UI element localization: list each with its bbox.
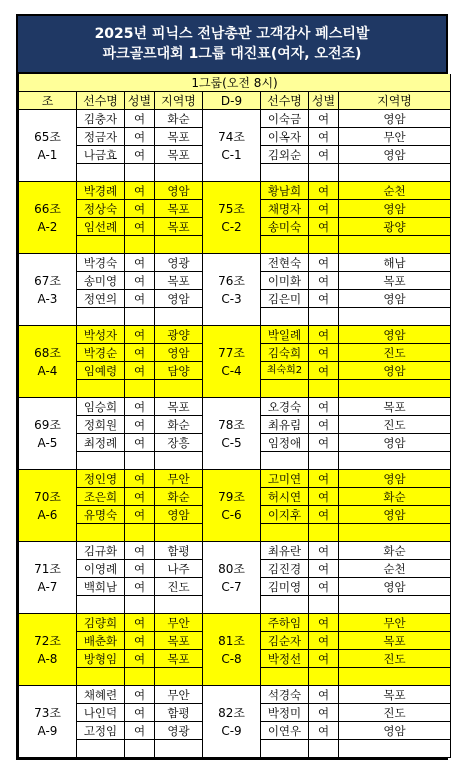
team-number: 76조 — [218, 273, 245, 288]
player-gender: 여 — [309, 416, 339, 434]
team-code: C-1 — [221, 147, 242, 162]
empty-cell — [309, 380, 339, 398]
empty-cell — [309, 740, 339, 758]
player-region: 목포 — [339, 272, 451, 290]
player-gender: 여 — [125, 578, 155, 596]
empty-cell — [125, 668, 155, 686]
player-row — [19, 542, 451, 560]
col-gender: 성별 — [125, 92, 155, 110]
player-region: 순천 — [339, 560, 451, 578]
empty-cell — [77, 596, 125, 614]
player-name: 고미연 — [261, 470, 309, 488]
team-cell — [203, 254, 261, 326]
empty-cell — [125, 308, 155, 326]
empty-cell — [261, 524, 309, 542]
col-gender-right: 성별 — [309, 92, 339, 110]
player-name: 송미영 — [77, 272, 125, 290]
team-number: 70조 — [34, 489, 61, 504]
player-name: 박성자 — [77, 326, 125, 344]
player-gender: 여 — [125, 470, 155, 488]
player-region: 무안 — [155, 470, 203, 488]
player-gender: 여 — [309, 362, 339, 380]
player-name: 임예령 — [77, 362, 125, 380]
player-gender: 여 — [309, 632, 339, 650]
team-cell — [19, 542, 77, 614]
player-region: 화순 — [155, 488, 203, 506]
empty-cell — [77, 164, 125, 182]
team-number: 68조 — [34, 345, 61, 360]
player-region: 목포 — [339, 686, 451, 704]
player-gender: 여 — [309, 722, 339, 740]
empty-cell — [261, 668, 309, 686]
empty-cell — [125, 164, 155, 182]
player-region: 목포 — [155, 398, 203, 416]
player-name: 임정애 — [261, 434, 309, 452]
player-region: 화순 — [155, 416, 203, 434]
player-name: 김은미 — [261, 290, 309, 308]
player-gender: 여 — [309, 578, 339, 596]
player-region: 영암 — [339, 200, 451, 218]
team-number: 74조 — [218, 129, 245, 144]
team-code: C-5 — [221, 435, 242, 450]
team-code: A-2 — [37, 219, 58, 234]
team-cell — [203, 614, 261, 686]
player-region: 무안 — [155, 686, 203, 704]
empty-cell — [261, 740, 309, 758]
empty-cell — [339, 164, 451, 182]
player-name: 최유림 — [261, 416, 309, 434]
player-name: 나인덕 — [77, 704, 125, 722]
team-number: 69조 — [34, 417, 61, 432]
empty-cell — [77, 452, 125, 470]
player-region: 영광 — [155, 722, 203, 740]
team-cell — [19, 686, 77, 758]
team-number: 75조 — [218, 201, 245, 216]
player-name: 백희남 — [77, 578, 125, 596]
player-name: 정연의 — [77, 290, 125, 308]
col-jo: 조 — [19, 92, 77, 110]
player-name: 나금효 — [77, 146, 125, 164]
player-row — [19, 110, 451, 128]
player-gender: 여 — [309, 470, 339, 488]
empty-cell — [339, 596, 451, 614]
team-cell — [19, 182, 77, 254]
team-cell — [203, 686, 261, 758]
team-code: A-4 — [37, 363, 58, 378]
player-region: 무안 — [339, 614, 451, 632]
team-cell — [19, 470, 77, 542]
team-cell — [203, 326, 261, 398]
player-region: 진도 — [155, 578, 203, 596]
empty-cell — [155, 164, 203, 182]
player-gender: 여 — [125, 416, 155, 434]
player-name: 김숙희 — [261, 344, 309, 362]
empty-cell — [339, 380, 451, 398]
empty-cell — [261, 308, 309, 326]
player-gender: 여 — [125, 200, 155, 218]
player-gender: 여 — [309, 128, 339, 146]
team-code: A-9 — [37, 723, 58, 738]
player-gender: 여 — [125, 272, 155, 290]
player-region: 영암 — [339, 722, 451, 740]
player-gender: 여 — [309, 200, 339, 218]
player-name: 최숙희2 — [261, 362, 309, 380]
player-row — [19, 686, 451, 704]
player-name: 김량희 — [77, 614, 125, 632]
player-name: 정인영 — [77, 470, 125, 488]
player-gender: 여 — [309, 218, 339, 236]
team-number: 77조 — [218, 345, 245, 360]
player-region: 함평 — [155, 704, 203, 722]
team-code: A-7 — [37, 579, 58, 594]
team-number: 67조 — [34, 273, 61, 288]
empty-cell — [155, 524, 203, 542]
player-gender: 여 — [309, 272, 339, 290]
player-name: 김진경 — [261, 560, 309, 578]
empty-cell — [309, 524, 339, 542]
player-region: 담양 — [155, 362, 203, 380]
player-region: 목포 — [155, 650, 203, 668]
player-gender: 여 — [125, 182, 155, 200]
player-name: 조은희 — [77, 488, 125, 506]
player-name: 박일례 — [261, 326, 309, 344]
player-name: 이옥자 — [261, 128, 309, 146]
player-name: 고정임 — [77, 722, 125, 740]
player-region: 진도 — [339, 650, 451, 668]
player-region: 무안 — [155, 614, 203, 632]
player-region: 광양 — [339, 218, 451, 236]
player-name: 최유란 — [261, 542, 309, 560]
title-line-2: 파크골프대회 1그룹 대진표(여자, 오전조) — [102, 46, 362, 62]
player-name: 김순자 — [261, 632, 309, 650]
player-region: 장흥 — [155, 434, 203, 452]
empty-cell — [125, 524, 155, 542]
player-gender: 여 — [309, 254, 339, 272]
player-gender: 여 — [125, 704, 155, 722]
player-region: 목포 — [155, 128, 203, 146]
empty-cell — [309, 452, 339, 470]
player-name: 임승희 — [77, 398, 125, 416]
empty-cell — [339, 524, 451, 542]
player-region: 영암 — [155, 182, 203, 200]
player-gender: 여 — [125, 632, 155, 650]
player-row — [19, 614, 451, 632]
player-gender: 여 — [125, 722, 155, 740]
player-name: 이영례 — [77, 560, 125, 578]
player-gender: 여 — [125, 326, 155, 344]
empty-cell — [261, 452, 309, 470]
player-region: 목포 — [155, 146, 203, 164]
player-region: 순천 — [339, 182, 451, 200]
empty-cell — [125, 452, 155, 470]
player-region: 해남 — [339, 254, 451, 272]
empty-cell — [309, 596, 339, 614]
player-region: 진도 — [339, 344, 451, 362]
empty-cell — [125, 236, 155, 254]
player-region: 목포 — [339, 632, 451, 650]
empty-cell — [155, 740, 203, 758]
player-gender: 여 — [309, 542, 339, 560]
empty-cell — [155, 380, 203, 398]
player-name: 채명자 — [261, 200, 309, 218]
empty-cell — [155, 668, 203, 686]
team-code: A-5 — [37, 435, 58, 450]
team-cell — [203, 542, 261, 614]
player-name: 정상숙 — [77, 200, 125, 218]
empty-cell — [77, 740, 125, 758]
player-region: 목포 — [339, 398, 451, 416]
team-cell — [19, 614, 77, 686]
bracket-sheet — [16, 14, 448, 760]
player-gender: 여 — [125, 254, 155, 272]
group-title: 1그룹(오전 8시) — [19, 74, 451, 92]
column-header-row — [19, 92, 451, 110]
team-cell — [203, 110, 261, 182]
empty-cell — [339, 740, 451, 758]
empty-cell — [77, 380, 125, 398]
team-code: C-8 — [221, 651, 242, 666]
player-region: 목포 — [155, 632, 203, 650]
player-region: 영광 — [155, 254, 203, 272]
player-gender: 여 — [309, 398, 339, 416]
empty-cell — [309, 236, 339, 254]
empty-cell — [77, 308, 125, 326]
title-banner — [18, 16, 446, 74]
empty-cell — [155, 236, 203, 254]
player-name: 석경숙 — [261, 686, 309, 704]
player-name: 정금자 — [77, 128, 125, 146]
empty-cell — [125, 596, 155, 614]
team-code: C-3 — [221, 291, 242, 306]
player-row — [19, 254, 451, 272]
empty-cell — [77, 236, 125, 254]
player-region: 영암 — [339, 362, 451, 380]
team-cell — [203, 398, 261, 470]
player-gender: 여 — [125, 686, 155, 704]
player-name: 방형임 — [77, 650, 125, 668]
player-gender: 여 — [125, 614, 155, 632]
empty-cell — [339, 452, 451, 470]
player-region: 영암 — [339, 434, 451, 452]
player-name: 이숙금 — [261, 110, 309, 128]
player-name: 허시연 — [261, 488, 309, 506]
player-gender: 여 — [125, 128, 155, 146]
player-region: 화순 — [339, 542, 451, 560]
empty-cell — [261, 164, 309, 182]
player-name: 임선례 — [77, 218, 125, 236]
player-name: 전현숙 — [261, 254, 309, 272]
empty-cell — [155, 596, 203, 614]
empty-cell — [125, 740, 155, 758]
player-gender: 여 — [125, 560, 155, 578]
team-cell — [203, 470, 261, 542]
col-right-head: D-9 — [203, 92, 261, 110]
player-region: 영암 — [155, 290, 203, 308]
empty-cell — [155, 452, 203, 470]
team-code: C-7 — [221, 579, 242, 594]
team-number: 81조 — [218, 633, 245, 648]
player-row — [19, 326, 451, 344]
col-name: 선수명 — [77, 92, 125, 110]
player-gender: 여 — [125, 506, 155, 524]
player-region: 나주 — [155, 560, 203, 578]
team-cell — [203, 182, 261, 254]
empty-cell — [309, 308, 339, 326]
player-gender: 여 — [125, 542, 155, 560]
empty-cell — [261, 596, 309, 614]
player-row — [19, 470, 451, 488]
player-name: 김규화 — [77, 542, 125, 560]
player-gender: 여 — [309, 614, 339, 632]
team-number: 80조 — [218, 561, 245, 576]
col-region-right: 지역명 — [339, 92, 451, 110]
team-number: 72조 — [34, 633, 61, 648]
player-gender: 여 — [125, 362, 155, 380]
player-region: 영암 — [339, 506, 451, 524]
player-region: 영암 — [339, 326, 451, 344]
player-gender: 여 — [125, 110, 155, 128]
player-name: 이미화 — [261, 272, 309, 290]
team-number: 79조 — [218, 489, 245, 504]
player-gender: 여 — [125, 218, 155, 236]
player-name: 박정선 — [261, 650, 309, 668]
team-number: 73조 — [34, 705, 61, 720]
player-name: 정희원 — [77, 416, 125, 434]
empty-cell — [339, 668, 451, 686]
empty-cell — [155, 308, 203, 326]
player-gender: 여 — [125, 398, 155, 416]
player-region: 영암 — [155, 506, 203, 524]
col-name-right: 선수명 — [261, 92, 309, 110]
player-name: 이지후 — [261, 506, 309, 524]
player-gender: 여 — [125, 488, 155, 506]
player-region: 목포 — [155, 272, 203, 290]
player-name: 김충자 — [77, 110, 125, 128]
player-name: 최정례 — [77, 434, 125, 452]
team-number: 71조 — [34, 561, 61, 576]
player-region: 영암 — [339, 578, 451, 596]
player-gender: 여 — [309, 344, 339, 362]
empty-cell — [261, 236, 309, 254]
player-region: 영암 — [339, 470, 451, 488]
player-name: 김외순 — [261, 146, 309, 164]
team-cell — [19, 110, 77, 182]
player-row — [19, 182, 451, 200]
player-region: 목포 — [155, 218, 203, 236]
empty-cell — [309, 164, 339, 182]
player-gender: 여 — [309, 560, 339, 578]
group-title-row — [19, 74, 451, 92]
team-cell — [19, 398, 77, 470]
team-number: 78조 — [218, 417, 245, 432]
player-region: 영암 — [155, 344, 203, 362]
player-gender: 여 — [125, 290, 155, 308]
player-gender: 여 — [309, 182, 339, 200]
bracket-table — [18, 74, 451, 758]
player-gender: 여 — [309, 110, 339, 128]
team-code: C-6 — [221, 507, 242, 522]
player-gender: 여 — [309, 290, 339, 308]
player-row — [19, 398, 451, 416]
player-gender: 여 — [125, 650, 155, 668]
team-number: 65조 — [34, 129, 61, 144]
player-gender: 여 — [125, 434, 155, 452]
player-name: 박경례 — [77, 182, 125, 200]
player-gender: 여 — [125, 344, 155, 362]
player-region: 진도 — [339, 704, 451, 722]
player-region: 영암 — [339, 110, 451, 128]
player-name: 황남희 — [261, 182, 309, 200]
player-region: 함평 — [155, 542, 203, 560]
player-name: 박경순 — [77, 344, 125, 362]
team-code: A-8 — [37, 651, 58, 666]
team-code: C-4 — [221, 363, 242, 378]
team-code: A-6 — [37, 507, 58, 522]
team-cell — [19, 254, 77, 326]
player-name: 배춘화 — [77, 632, 125, 650]
player-name: 김미영 — [261, 578, 309, 596]
player-name: 이연우 — [261, 722, 309, 740]
player-gender: 여 — [309, 650, 339, 668]
empty-cell — [125, 380, 155, 398]
team-number: 82조 — [218, 705, 245, 720]
player-name: 채혜련 — [77, 686, 125, 704]
team-number: 66조 — [34, 201, 61, 216]
empty-cell — [77, 524, 125, 542]
player-name: 박경숙 — [77, 254, 125, 272]
player-region: 무안 — [339, 128, 451, 146]
player-gender: 여 — [309, 506, 339, 524]
player-gender: 여 — [309, 704, 339, 722]
player-region: 영암 — [339, 146, 451, 164]
player-gender: 여 — [309, 146, 339, 164]
empty-cell — [339, 236, 451, 254]
empty-cell — [309, 668, 339, 686]
team-code: C-2 — [221, 219, 242, 234]
player-region: 진도 — [339, 416, 451, 434]
title-line-1: 2025년 피닉스 전남총판 고객감사 페스티발 — [94, 26, 370, 42]
player-name: 송미숙 — [261, 218, 309, 236]
player-name: 유명숙 — [77, 506, 125, 524]
player-name: 주하임 — [261, 614, 309, 632]
player-gender: 여 — [309, 326, 339, 344]
player-gender: 여 — [309, 488, 339, 506]
player-name: 오경숙 — [261, 398, 309, 416]
player-gender: 여 — [125, 146, 155, 164]
col-region: 지역명 — [155, 92, 203, 110]
team-code: C-9 — [221, 723, 242, 738]
player-region: 영암 — [339, 290, 451, 308]
empty-cell — [339, 308, 451, 326]
team-code: A-3 — [37, 291, 58, 306]
player-name: 박정미 — [261, 704, 309, 722]
player-region: 화순 — [155, 110, 203, 128]
empty-cell — [77, 668, 125, 686]
empty-cell — [261, 380, 309, 398]
player-region: 목포 — [155, 200, 203, 218]
player-region: 화순 — [339, 488, 451, 506]
player-gender: 여 — [309, 686, 339, 704]
team-code: A-1 — [37, 147, 58, 162]
player-gender: 여 — [309, 434, 339, 452]
team-cell — [19, 326, 77, 398]
player-region: 광양 — [155, 326, 203, 344]
